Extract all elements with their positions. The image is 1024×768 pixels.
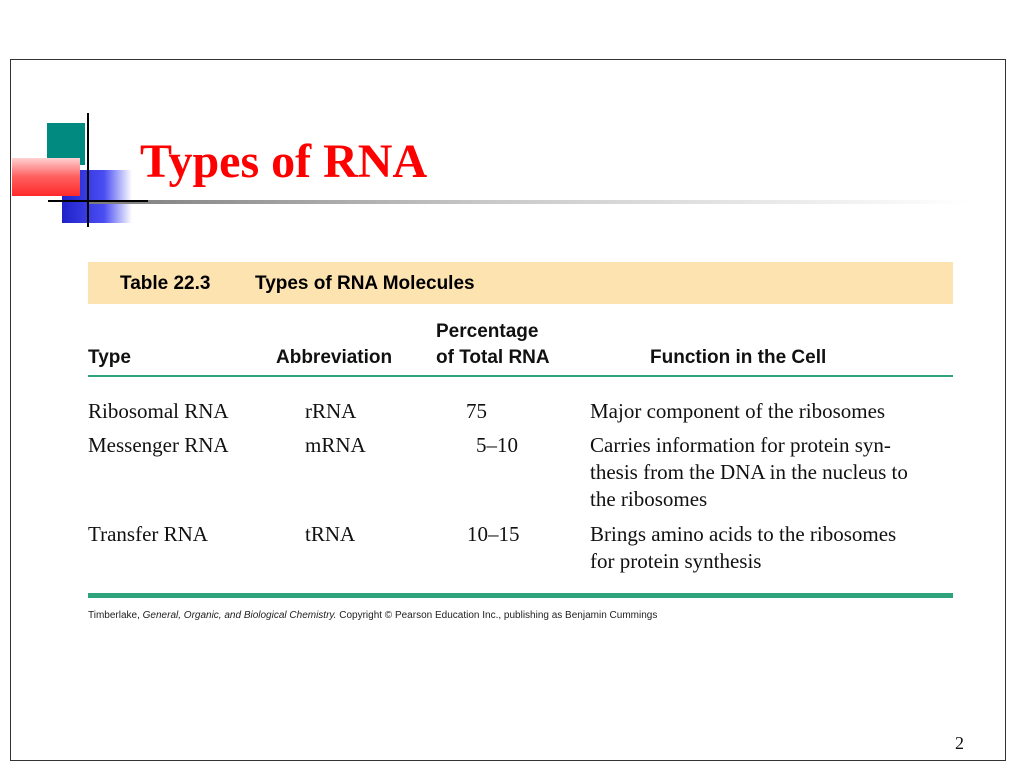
header-abbreviation: Abbreviation <box>276 347 393 368</box>
vertical-crosshair-line <box>87 113 89 227</box>
table-caption-banner <box>88 262 953 304</box>
table-cell-abbreviation: rRNA <box>305 399 357 423</box>
table-bottom-rule <box>88 593 953 598</box>
header-function: Function in the Cell <box>650 347 827 368</box>
table-cell-function-line: Brings amino acids to the ribosomes <box>590 522 897 546</box>
table-cell-abbreviation: tRNA <box>305 522 356 546</box>
table-cell-percentage: 10–15 <box>467 522 520 546</box>
credit-copyright: Copyright © Pearson Education Inc., publishing as Benjamin Cummings <box>336 610 658 621</box>
table-cell-abbreviation: mRNA <box>305 433 366 457</box>
header-percentage-line2: of Total RNA <box>436 347 550 368</box>
table-number: Table 22.3 <box>120 273 211 294</box>
table-cell-function-line: Major component of the ribosomes <box>590 399 886 423</box>
slide-title: Types of RNA <box>140 135 428 188</box>
table-cell-type: Messenger RNA <box>88 433 229 457</box>
credit-book-title: General, Organic, and Biological Chemistry. <box>142 610 337 621</box>
header-percentage-line1: Percentage <box>436 321 539 342</box>
table-cell-type: Transfer RNA <box>88 522 208 546</box>
table-caption: Types of RNA Molecules <box>255 273 475 294</box>
table-cell-function-line: for protein synthesis <box>590 549 762 573</box>
source-credit <box>88 610 657 621</box>
credit-author: Timberlake, <box>88 610 143 621</box>
table-cell-percentage: 75 <box>466 399 487 423</box>
red-square-decoration <box>12 158 80 196</box>
horizontal-crosshair-line <box>48 200 148 202</box>
header-rule <box>88 375 953 377</box>
title-underline <box>88 200 970 204</box>
table-cell-function-line: the ribosomes <box>590 487 708 511</box>
table-cell-function-line: Carries information for protein syn- <box>590 433 891 457</box>
table-cell-percentage: 5–10 <box>476 433 518 457</box>
header-type: Type <box>88 347 131 368</box>
page-number: 2 <box>955 733 964 753</box>
table-cell-function-line: thesis from the DNA in the nucleus to <box>590 460 908 484</box>
table-cell-type: Ribosomal RNA <box>88 399 229 423</box>
